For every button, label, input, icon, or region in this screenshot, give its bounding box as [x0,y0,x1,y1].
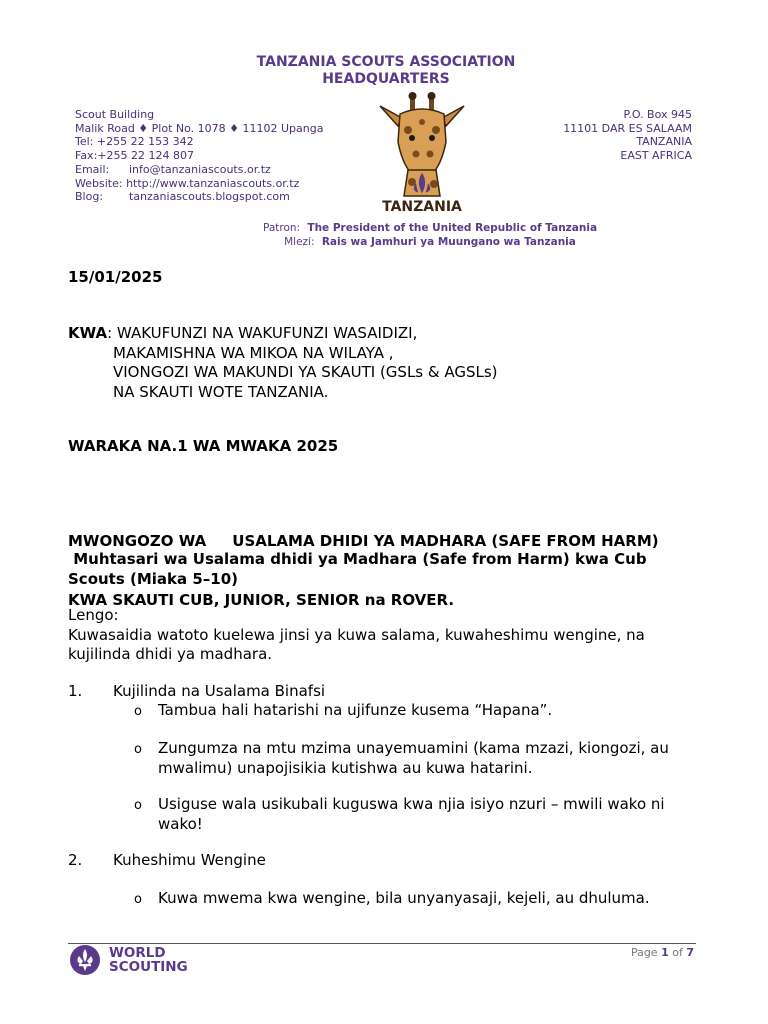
email-label: Email: [75,162,110,176]
mlezi-text: Rais wa Jamhuri ya Muungano wa Tanzania [321,236,576,248]
bullet-text-line2: wako! [158,814,203,833]
website-link[interactable]: http://www.tanzaniascouts.or.tz [126,176,300,190]
section-title-2: Kuheshimu Wengine [113,851,266,869]
section-number-2: 2. [68,851,83,869]
brand-line2: SCOUTING [109,959,188,975]
list-item [158,701,696,721]
page-word: Page [630,946,658,959]
list-item [158,739,696,778]
mlezi-label: Mlezi: [284,236,315,248]
summary-line1: Muhtasari wa Usalama dhidi ya Madhara (Safe from Harm) kwa Cub [68,550,647,568]
footer-divider [68,943,696,944]
bullet-text-line1: Usiguse wala usikubali kuguswa kwa njia isiyo nzuri – mwili wako ni [158,795,665,813]
bullet-circle-icon: o [134,892,142,907]
guide-title-line2: KWA SKAUTI CUB, JUNIOR, SENIOR na ROVER. [68,590,455,609]
circular-title: WARAKA NA.1 WA MWAKA 2025 [68,437,339,455]
country-line: TANZANIA [636,135,692,149]
bullet-text-line2: mwalimu) unapojisikia kutishwa au kuwa hatarini. [158,758,533,777]
world-scouting-wordmark [109,946,188,974]
goal-label: Lengo: [68,606,119,624]
guide-title-line1: MWONGOZO WA USALAMA DHIDI YA MADHARA (SAFE FROM HARM) [68,532,659,550]
recipient-line3: VIONGOZI WA MAKUNDI YA SKAUTI (GSLs & AGSLs) [113,363,498,381]
po-box: P.O. Box 945 [623,108,692,121]
recipients-block [68,324,698,402]
section-title-1: Kujilinda na Usalama Binafsi [113,682,326,700]
blog-link[interactable]: tanzaniascouts.blogspot.com [129,190,290,204]
organization-name [200,54,572,88]
region-line: EAST AFRICA [620,149,692,163]
list-item [158,795,696,834]
goal-line1: Kuwasaidia watoto kuelewa jinsi ya kuwa salama, kuwaheshimu wengine, na [68,625,645,644]
right-address-block [480,108,692,163]
bullet-circle-icon: o [134,704,142,719]
bullet-text-line1: Zungumza na mtu mzima unayemuamini (kama mzazi, kiongozi, au [158,739,669,757]
email-link[interactable]: info@tanzaniascouts.or.tz [129,162,271,176]
to-label: KWA [68,324,108,342]
goal-block [68,606,696,665]
logo-word: TANZANIA [382,199,462,215]
list-item [158,889,696,909]
patron-label: Patron: [262,222,301,234]
world-scouting-logo [68,944,104,976]
fleur-de-lis-icon [68,944,104,976]
page-total: 7 [686,946,694,959]
bullet-text-line1: Tambua hali hatarishi na ujifunze kusema “Hapana”. [158,701,553,719]
address-fax: Fax:+255 22 124 807 [75,149,194,163]
recipient-line1: : WAKUFUNZI NA WAKUFUNZI WASAIDIZI, [107,324,418,342]
address-tel: Tel: +255 22 153 342 [75,135,194,149]
page-indicator [631,946,694,959]
blog-label: Blog: [75,190,104,204]
left-address-block [75,108,375,204]
website-label: Website: [75,176,123,190]
goal-line2: kujilinda dhidi ya madhara. [68,645,273,663]
section-number-1: 1. [68,682,83,700]
org-title-line2: HEADQUARTERS [322,71,450,87]
address-building: Scout Building [75,108,155,121]
summary-heading [68,550,696,589]
city-line: 11101 DAR ES SALAAM [563,121,692,135]
brand-line1: WORLD [109,945,166,961]
recipient-line2: MAKAMISHNA WA MIKOA NA WILAYA , [113,343,394,362]
bullet-text-line1: Kuwa mwema kwa wengine, bila unyanyasaji, kejeli, au dhuluma. [158,889,650,907]
letter-date: 15/01/2025 [68,268,163,286]
patron-block [200,221,660,249]
summary-line2: Scouts (Miaka 5–10) [68,569,239,588]
bullet-circle-icon: o [134,742,142,757]
address-road: Malik Road ♦ Plot No. 1078 ♦ 11102 Upanga [75,121,324,135]
page-of: of [672,946,683,959]
page-current: 1 [661,946,669,959]
patron-text: The President of the United Republic of Tanzania [307,222,598,234]
bullet-circle-icon: o [134,798,142,813]
org-title-line1: TANZANIA SCOUTS ASSOCIATION [256,54,516,70]
recipient-line4: NA SKAUTI WOTE TANZANIA. [113,382,329,401]
